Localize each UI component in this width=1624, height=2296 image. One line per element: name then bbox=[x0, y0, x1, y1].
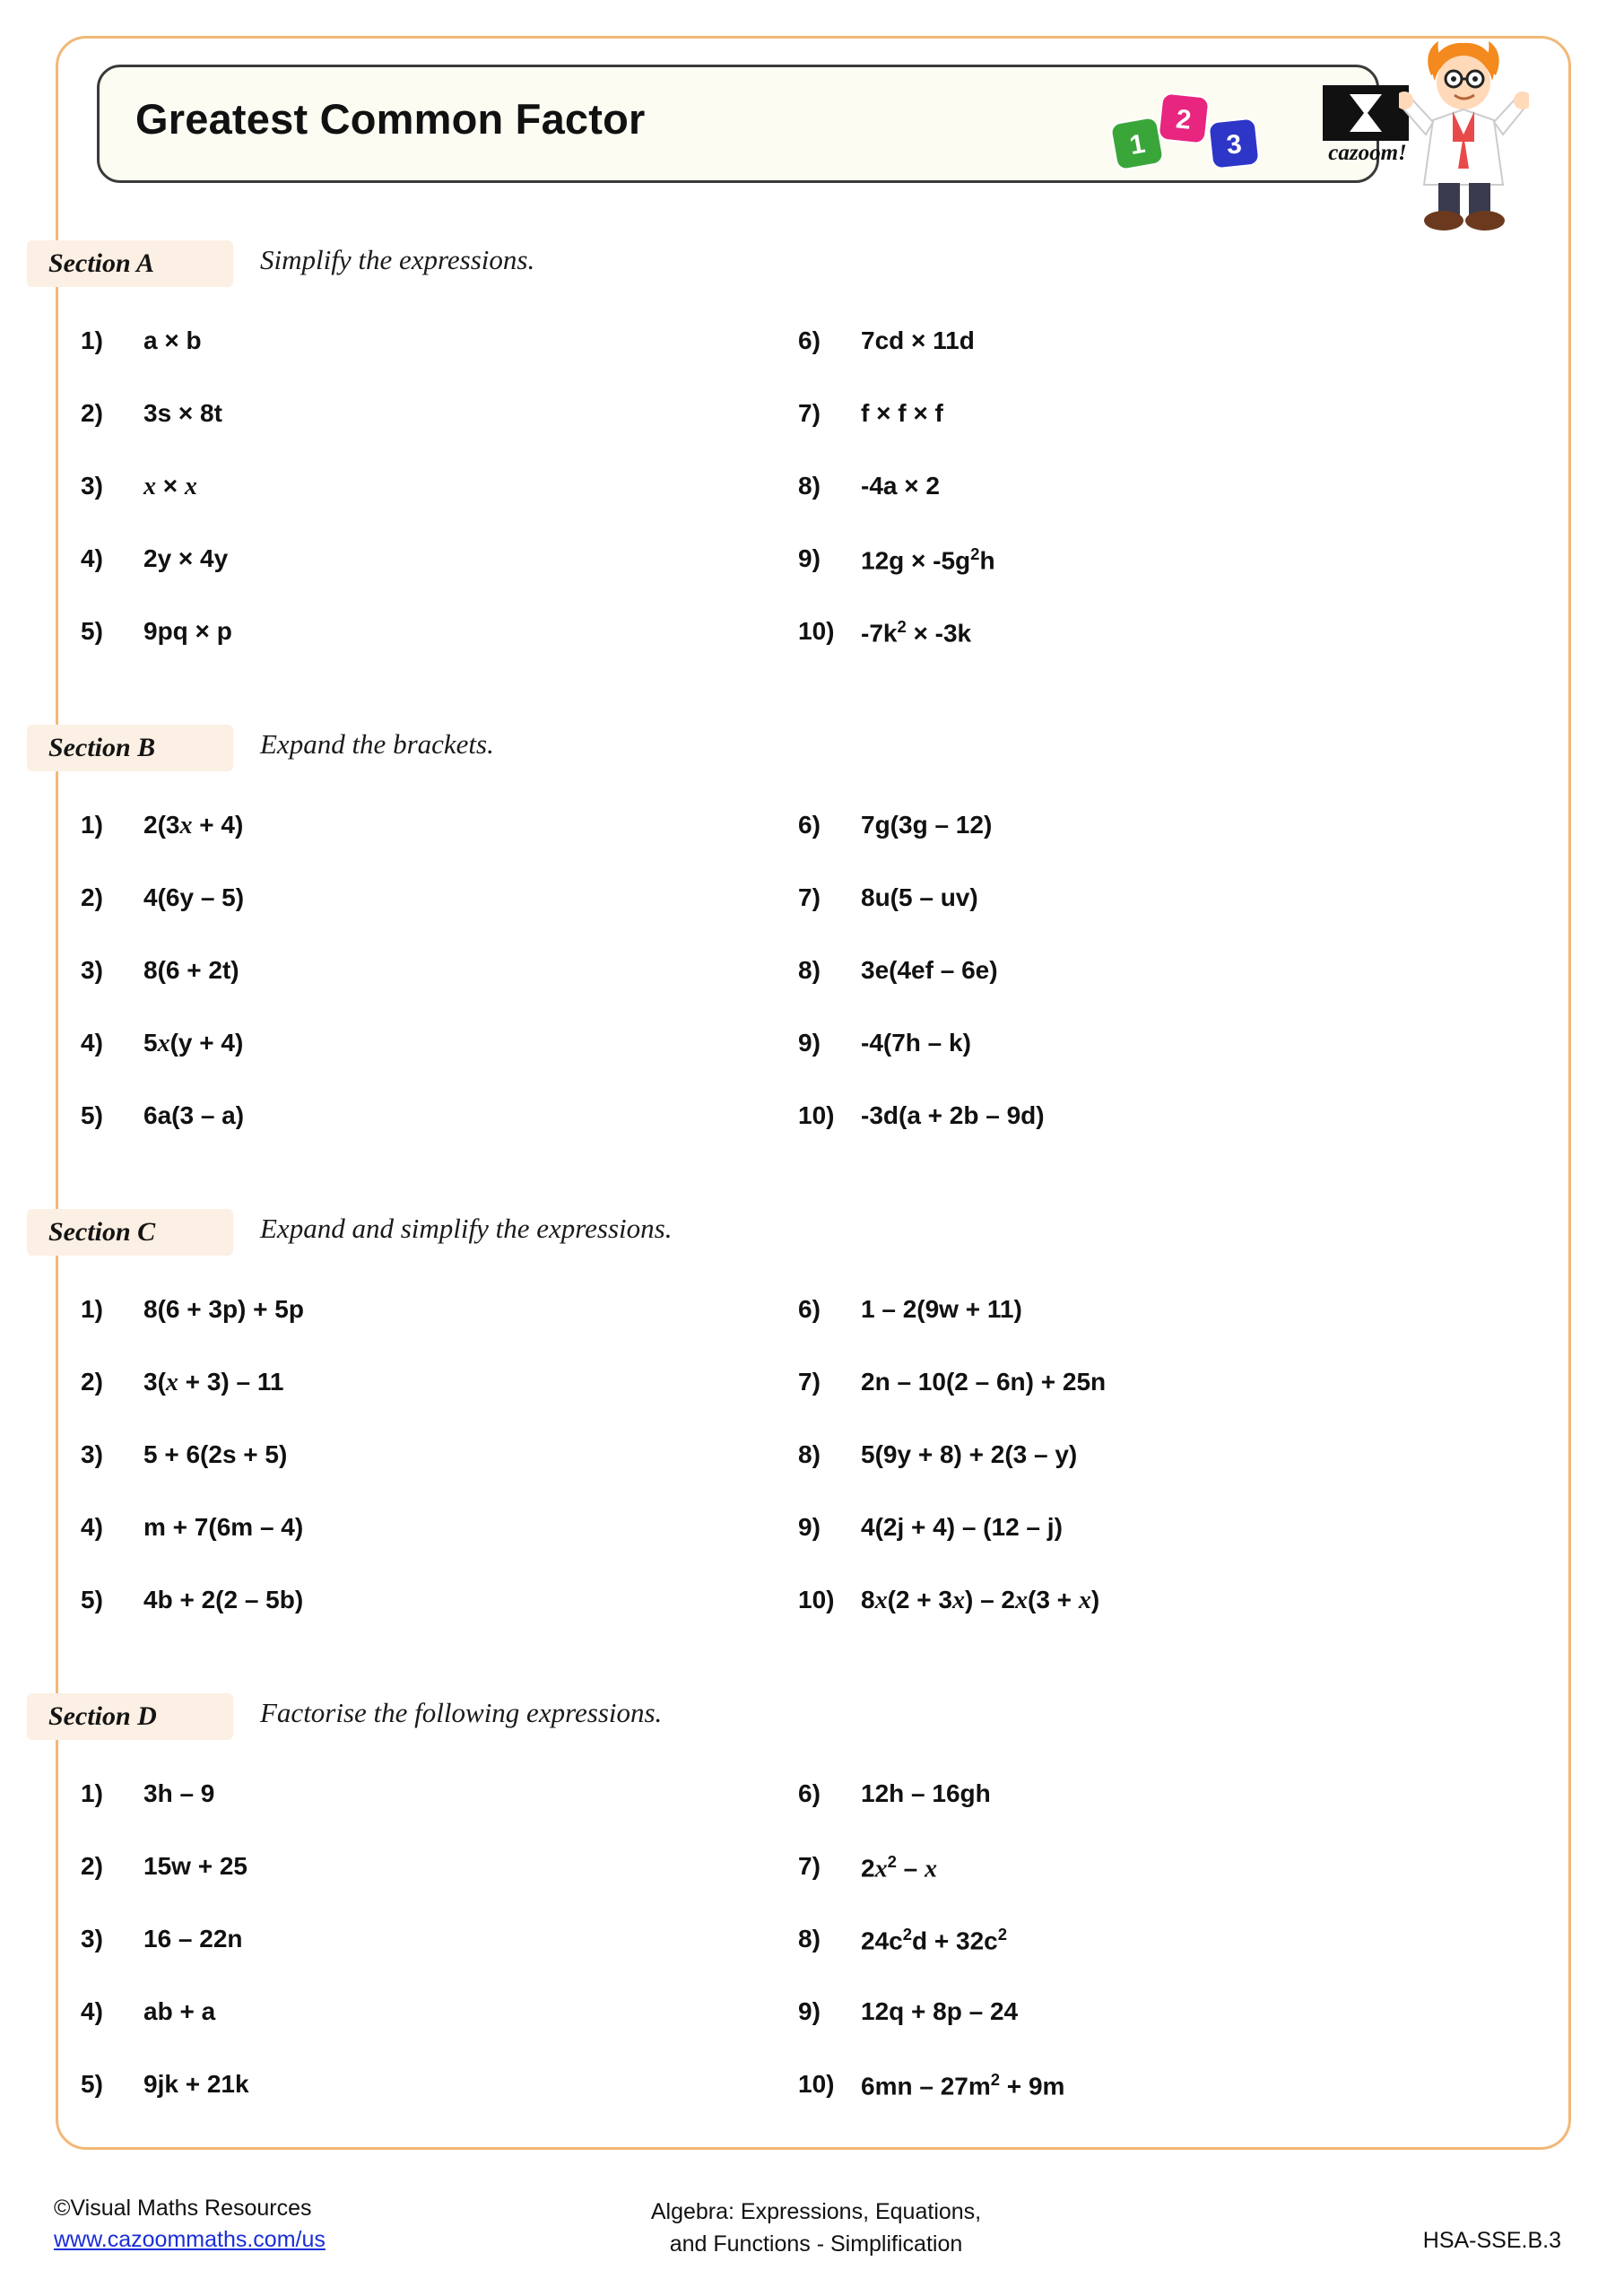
question-text: 4(6y – 5) bbox=[143, 883, 245, 911]
cube-two: 2 bbox=[1157, 91, 1210, 144]
question-text: 5(9y + 8) + 2(3 – y) bbox=[861, 1440, 1078, 1468]
section-a-instruction: Simplify the expressions. bbox=[260, 244, 535, 275]
question-number: 7) bbox=[798, 883, 821, 911]
website-link[interactable]: www.cazoommaths.com/us bbox=[54, 2227, 326, 2252]
question-number: 9) bbox=[798, 1029, 821, 1057]
question-text: 8x(2 + 3x) – 2x(3 + x) bbox=[861, 1586, 1100, 1614]
question-text: $24c^2d + 32c^2$ bbox=[861, 1925, 1008, 1955]
question-number: 6) bbox=[798, 1779, 821, 1807]
question-text: $2x^2$ – x bbox=[861, 1852, 937, 1883]
question-text: x × x bbox=[143, 472, 197, 500]
question-text: 15w + 25 bbox=[143, 1852, 248, 1880]
question-text: 12q + 8p – 24 bbox=[861, 1997, 1019, 2025]
number-cubes-graphic bbox=[1113, 89, 1292, 170]
question-number: 6) bbox=[798, 811, 821, 839]
question-number: 5) bbox=[81, 1101, 103, 1129]
section-b-instruction: Expand the brackets. bbox=[260, 728, 494, 760]
question-text: 9jk + 21k bbox=[143, 2070, 249, 2098]
question-number: 10) bbox=[798, 1101, 835, 1129]
question-text: a × b bbox=[143, 326, 202, 354]
copyright-text: ©Visual Maths Resources bbox=[54, 2196, 312, 2221]
question-text: 3h – 9 bbox=[143, 1779, 215, 1807]
question-number: 5) bbox=[81, 2070, 103, 2098]
question-text: 8(6 + 2t) bbox=[143, 956, 239, 984]
section-a-label: Section A bbox=[27, 240, 233, 287]
title-bar bbox=[97, 65, 1407, 183]
question-text: ab + a bbox=[143, 1997, 216, 2025]
question-number: 2) bbox=[81, 1368, 103, 1396]
question-number: 10) bbox=[798, 617, 835, 645]
question-number: 4) bbox=[81, 544, 103, 572]
question-number: 3) bbox=[81, 956, 103, 984]
question-text: $6mn - 27m^2 + 9m$ bbox=[861, 2070, 1065, 2100]
footer-topic-line2: and Functions - Simplification bbox=[669, 2231, 963, 2257]
question-text: 4(2j + 4) – (12 – j) bbox=[861, 1513, 1063, 1541]
question-number: 6) bbox=[798, 326, 821, 354]
question-text: -3d(a + 2b – 9d) bbox=[861, 1101, 1045, 1129]
footer-topic bbox=[574, 2196, 1058, 2260]
question-number: 3) bbox=[81, 1925, 103, 1952]
question-number: 8) bbox=[798, 1440, 821, 1468]
footer-topic-line1: Algebra: Expressions, Equations, bbox=[650, 2199, 982, 2224]
question-text: 2y × 4y bbox=[143, 544, 229, 572]
question-text: -4(7h – k) bbox=[861, 1029, 971, 1057]
question-text: 2(3x + 4) bbox=[143, 811, 244, 839]
section-d-label: Section D bbox=[27, 1693, 233, 1740]
question-text: 3s × 8t bbox=[143, 399, 222, 427]
question-text: m + 7(6m – 4) bbox=[143, 1513, 304, 1541]
question-text: 1 – 2(9w + 11) bbox=[861, 1295, 1022, 1323]
scientist-mascot-icon bbox=[1399, 34, 1529, 236]
question-number: 6) bbox=[798, 1295, 821, 1323]
question-number: 9) bbox=[798, 1513, 821, 1541]
question-text: 8(6 + 3p) + 5p bbox=[143, 1295, 304, 1323]
question-number: 9) bbox=[798, 1997, 821, 2025]
question-text: $-7k^2 \times -3k$ bbox=[861, 617, 972, 648]
section-c-label: Section C bbox=[27, 1209, 233, 1256]
question-number: 9) bbox=[798, 544, 821, 572]
question-number: 3) bbox=[81, 472, 103, 500]
question-number: 2) bbox=[81, 399, 103, 427]
hourglass-icon bbox=[1348, 92, 1384, 134]
question-text: 7g(3g – 12) bbox=[861, 811, 993, 839]
question-number: 2) bbox=[81, 1852, 103, 1880]
question-number: 8) bbox=[798, 956, 821, 984]
question-text: 16 – 22n bbox=[143, 1925, 243, 1952]
footer-copyright-block bbox=[54, 2196, 326, 2253]
cube-three: 3 bbox=[1207, 117, 1260, 170]
question-text: 7cd × 11d bbox=[861, 326, 975, 354]
question-text: 6a(3 – a) bbox=[143, 1101, 245, 1129]
question-number: 8) bbox=[798, 1925, 821, 1952]
question-number: 1) bbox=[81, 1295, 103, 1323]
question-text: 3(x + 3) – 11 bbox=[143, 1368, 284, 1396]
question-text: f × f × f bbox=[861, 399, 943, 427]
question-text: 12h – 16gh bbox=[861, 1779, 991, 1807]
question-number: 4) bbox=[81, 1997, 103, 2025]
question-number: 7) bbox=[798, 1852, 821, 1880]
question-text: 8u(5 – uv) bbox=[861, 883, 978, 911]
question-text: $12g \times -5g^2h$ bbox=[861, 544, 995, 575]
question-number: 3) bbox=[81, 1440, 103, 1468]
section-b-label: Section B bbox=[27, 725, 233, 771]
standard-code: HSA-SSE.B.3 bbox=[1422, 2228, 1561, 2253]
question-number: 5) bbox=[81, 617, 103, 645]
question-text: -4a × 2 bbox=[861, 472, 940, 500]
question-number: 8) bbox=[798, 472, 821, 500]
question-text: 5x(y + 4) bbox=[143, 1029, 244, 1057]
question-text: 3e(4ef – 6e) bbox=[861, 956, 998, 984]
question-number: 4) bbox=[81, 1029, 103, 1057]
question-text: 9pq × p bbox=[143, 617, 232, 645]
question-text: 4b + 2(2 – 5b) bbox=[143, 1586, 304, 1613]
section-c-instruction: Expand and simplify the expressions. bbox=[260, 1213, 673, 1244]
question-number: 10) bbox=[798, 1586, 835, 1613]
question-number: 5) bbox=[81, 1586, 103, 1613]
question-number: 10) bbox=[798, 2070, 835, 2098]
question-number: 7) bbox=[798, 399, 821, 427]
question-text: 2n – 10(2 – 6n) + 25n bbox=[861, 1368, 1107, 1396]
question-number: 1) bbox=[81, 1779, 103, 1807]
question-number: 1) bbox=[81, 811, 103, 839]
question-number: 7) bbox=[798, 1368, 821, 1396]
question-text: 5 + 6(2s + 5) bbox=[143, 1440, 288, 1468]
page-title: Greatest Common Factor bbox=[135, 95, 646, 143]
question-number: 4) bbox=[81, 1513, 103, 1541]
section-d-instruction: Factorise the following expressions. bbox=[260, 1697, 663, 1728]
page-footer bbox=[0, 2179, 1624, 2287]
question-number: 1) bbox=[81, 326, 103, 354]
cube-one: 1 bbox=[1109, 116, 1166, 172]
logo-wordmark: cazoom! bbox=[1328, 141, 1407, 165]
question-number: 2) bbox=[81, 883, 103, 911]
